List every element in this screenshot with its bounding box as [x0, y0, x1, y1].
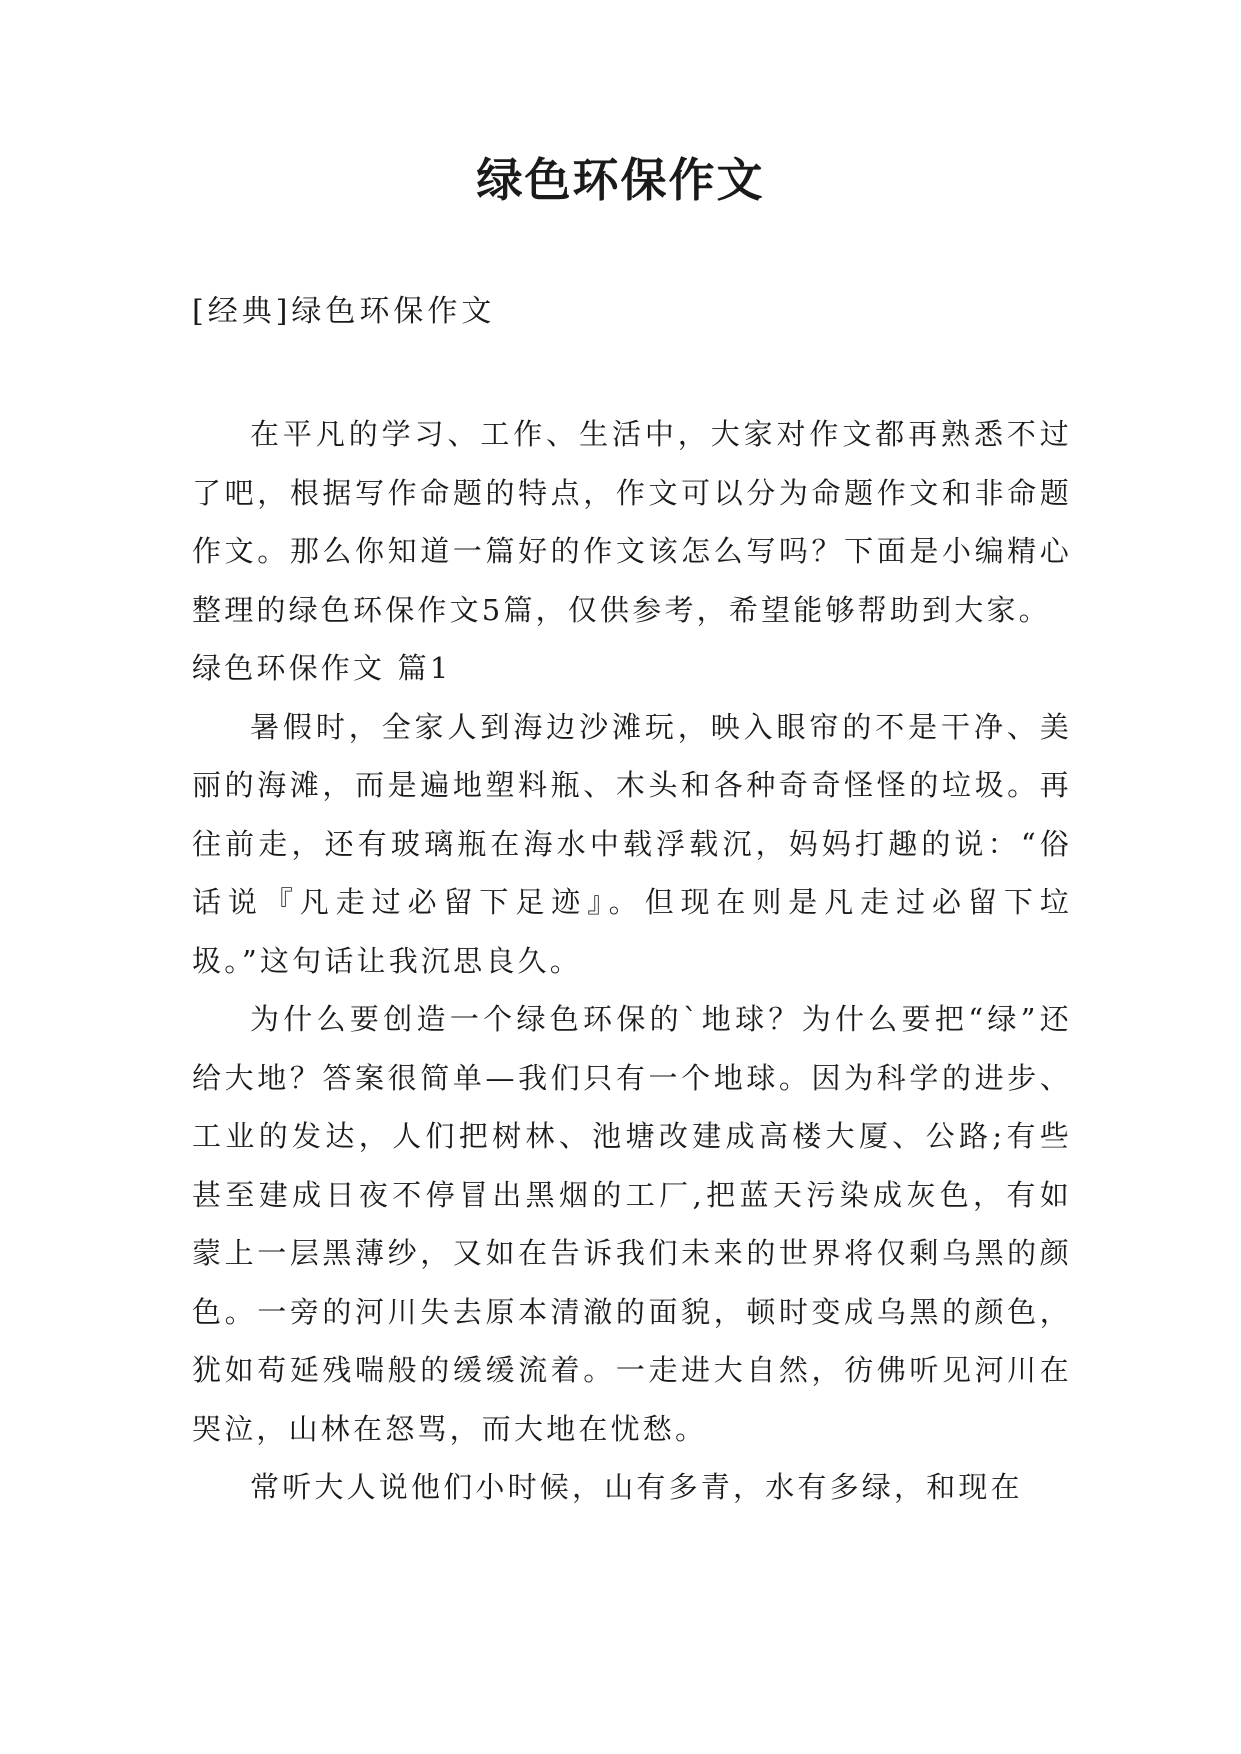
body-paragraph-2: 为什么要创造一个绿色环保的`地球？为什么要把“绿”还给大地？答案很简单—我们只有一个地球。因为科学的进步、工业的发达，人们把树林、池塘改建成高楼大厦、公路;有些甚至建成日夜不停冒出黑烟的工厂,把蓝天污染成灰色，有如蒙上一层黑薄纱，又如在告诉我们未来的世界将仅剩乌黑的颜色。一旁的河川失去原本清澈的面貌，顿时变成乌黑的颜色，犹如苟延残喘般的缓缓流着。一走进大自然，彷佛听见河川在哭泣，山林在怒骂，而大地在忧愁。 — [192, 1002, 1072, 1446]
document-body — [192, 405, 1072, 1517]
body-paragraph-3: 常听大人说他们小时候，山有多青，水有多绿，和现在 — [250, 1470, 1023, 1504]
document-title: 绿色环保作文 — [476, 153, 765, 207]
body-paragraph-1: 暑假时，全家人到海边沙滩玩，映入眼帘的不是干净、美丽的海滩，而是遍地塑料瓶、木头和各种奇奇怪怪的垃圾。再往前走，还有玻璃瓶在海水中载浮载沉，妈妈打趣的说：“俗话说『凡走过必留下足迹』。但现在则是凡走过必留下垃圾。”这句话让我沉思良久。 — [192, 709, 1072, 978]
section-heading: 绿色环保作文 篇1 — [192, 651, 452, 685]
intro-paragraph: 在平凡的学习、工作、生活中，大家对作文都再熟悉不过了吧，根据写作命题的特点，作文可以分为命题作文和非命题作文。那么你知道一篇好的作文该怎么写吗？下面是小编精心整理的绿色环保作文5篇，仅供参考，希望能够帮助到大家。 — [192, 417, 1072, 627]
document-subtitle: [经典]绿色环保作文 — [192, 294, 496, 329]
